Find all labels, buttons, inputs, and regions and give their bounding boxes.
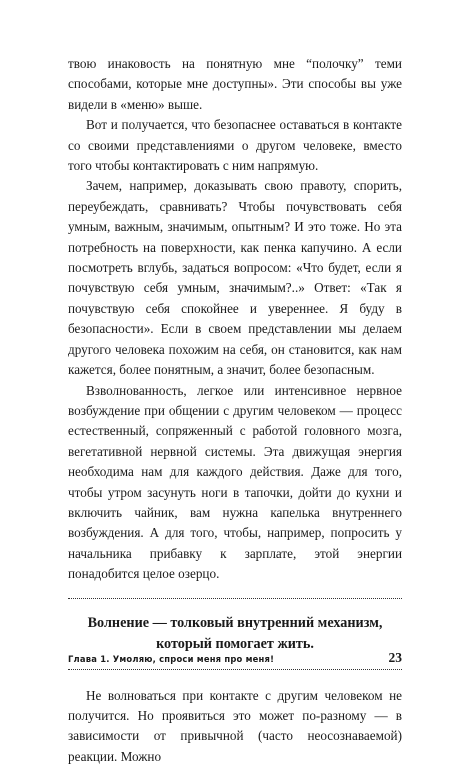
paragraph-5: Не волноваться при контакте с другим человеком не получится. Но проявиться это может по-разному — в зависимости от привычной (часто неосознаваемой) реакции. Можно: [68, 687, 402, 764]
callout-top-divider: [68, 598, 402, 599]
page-number: 23: [388, 650, 402, 665]
paragraph-3: Зачем, например, доказывать свою правоту, спорить, переубеждать, сравнивать? Чтобы почувствовать себя умным, важным, значимым, опытным? И это тоже. Но эта потребность на поверхности, как пенка капучино. А если посмотреть вглубь, задаться вопросом: «Что будет, если я почувствую себя умным, значимым?..» Ответ: «Так я почувствую себя спокойнее и увереннее. Я буду в безопасности». Если в своем представлении мы делаем другого человека похожим на себя, он становится, как нам кажется, более понятным, а значит, более безопасным.: [68, 178, 402, 378]
page-footer: [68, 650, 402, 666]
paragraph-4: Взволнованность, легкое или интенсивное нервное возбуждение при общении с другим человеком — процесс естественный, сопряженный с работой головного мозга, вегетативной нервной системы. Эта движущая энергия необходима нам для каждого действия. Даже для того, чтобы утром засунуть ноги в тапочки, дойти до кухни и включить чайник, вам нужна капелька внутреннего возбуждения. А для того, чтобы, например, попросить у начальника прибавку к зарплате, этой энергии понадобится целое озерцо.: [68, 382, 402, 582]
running-head: Глава 1. Умоляю, спроси меня про меня!: [68, 654, 275, 664]
pull-quote: Волнение — толковый внутренний механизм, который помогает жить.: [87, 614, 383, 652]
paragraph-2: Вот и получается, что безопаснее оставаться в контакте со своими представлениями о другом человеке, вместо того чтобы контактировать с ним напрямую.: [68, 117, 402, 174]
callout-bottom-divider: [68, 669, 402, 670]
paragraph-1: твою инаковость на понятную мне “полочку” теми способами, которые мне доступны». Эти способы вы уже видели в «меню» выше.: [68, 56, 402, 112]
